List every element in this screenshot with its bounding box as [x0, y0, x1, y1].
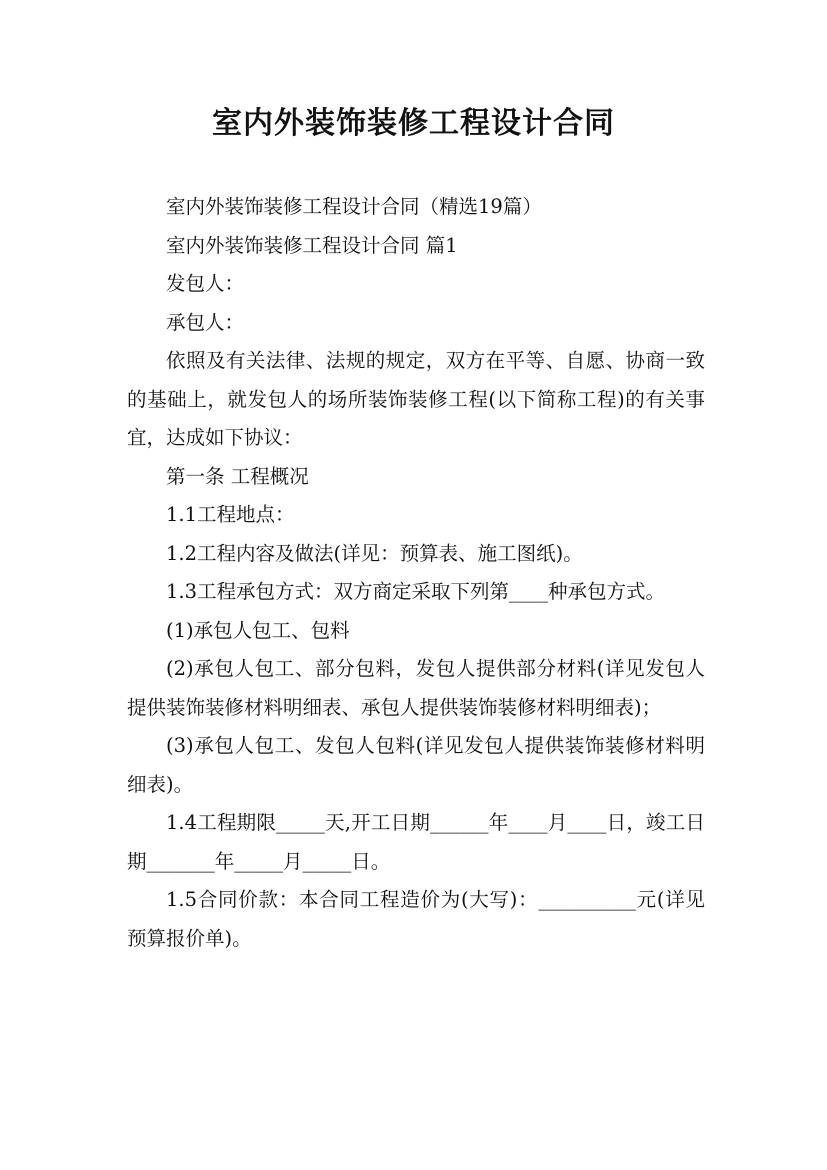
paragraph-section-heading: 室内外装饰装修工程设计合同 篇1	[166, 233, 458, 257]
paragraph-article-1-heading: 第一条 工程概况	[166, 464, 309, 488]
paragraph-clause-1-3: 1.3工程承包方式：双方商定采取下列第____种承包方式。	[166, 580, 666, 603]
paragraph-clause-1-1: 1.1工程地点：	[166, 503, 295, 526]
paragraph-subtitle: 室内外装饰装修工程设计合同（精选19篇）	[166, 195, 542, 218]
paragraph-option-3: (3)承包人包工、发包人包料(详见发包人提供装饰装修材料明细表)。	[127, 734, 705, 796]
document-title: 室内外装饰装修工程设计合同	[212, 106, 615, 141]
paragraph-employer: 发包人：	[166, 272, 245, 295]
paragraph-contractor: 承包人：	[166, 310, 245, 334]
paragraph-preamble: 依照及有关法律、法规的规定，双方在平等、自愿、协商一致的基础上，就发包人的场所装饰装修工程(以下简称工程)的有关事宜，达成如下协议：	[127, 349, 705, 449]
paragraph-clause-1-5: 1.5合同价款：本合同工程造价为(大写)：__________元(详见预算报价单)。	[127, 888, 705, 950]
document-body	[127, 188, 705, 958]
paragraph-option-2: (2)承包人包工、部分包料，发包人提供部分材料(详见发包人提供装饰装修材料明细表、承包人提供装饰装修材料明细表)；	[127, 657, 705, 719]
paragraph-clause-1-4: 1.4工程期限_____天,开工日期______年____月____日，竣工日期_______年_____月_____日。	[127, 811, 705, 873]
paragraph-option-1: (1)承包人包工、包料	[166, 618, 350, 642]
paragraph-clause-1-2: 1.2工程内容及做法(详见：预算表、施工图纸)。	[166, 541, 583, 565]
